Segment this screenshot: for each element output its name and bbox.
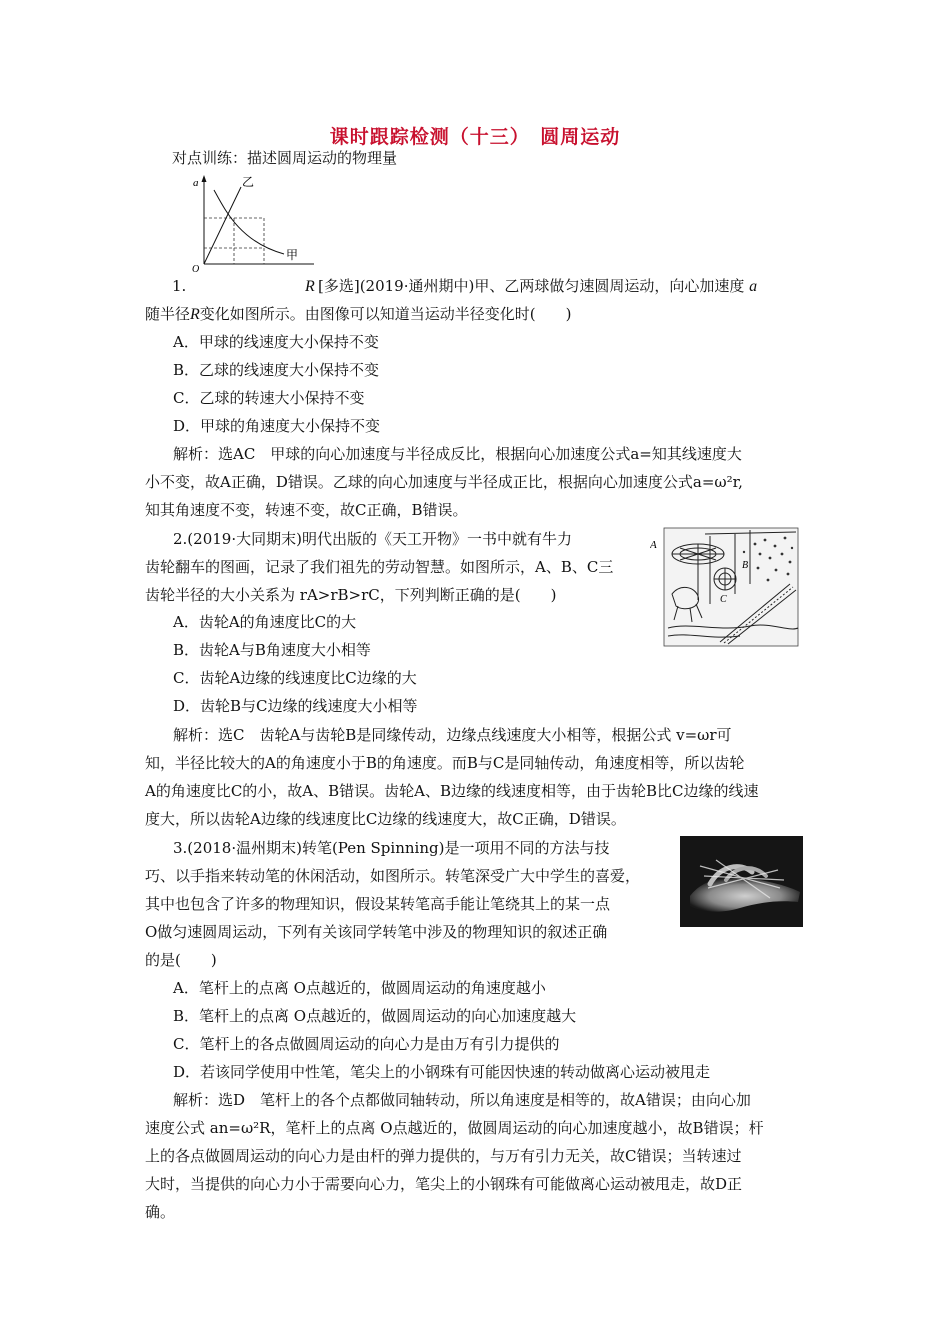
figure-pen-spinning-photo: [680, 836, 803, 927]
q2-analysis-line1: 解析：选C 齿轮A与齿轮B是同缘传动，边缘点线速度大小相等，根据公式 v=ωr可: [173, 726, 732, 744]
q1-analysis-line1: 解析：选AC 甲球的向心加速度与半径成反比，根据向心加速度公式a=知其线速度大: [173, 445, 742, 463]
q2-option-b: B．齿轮A与B角速度大小相等: [173, 641, 371, 659]
figure-a-vs-r-graph: [186, 172, 316, 272]
q2-stem-line3: 齿轮半径的大小关系为 rA>rB>rC，下列判断正确的是( ): [145, 586, 557, 604]
q3-option-a: A．笔杆上的点离 O点越近的，做圆周运动的角速度越小: [173, 979, 546, 997]
axis-y-label: a: [193, 177, 199, 189]
q1-option-a: A．甲球的线速度大小保持不变: [173, 333, 379, 351]
q3-stem-line1: 3.(2018·温州期末)转笔(Pen Spinning)是一项用不同的方法与技: [173, 839, 610, 857]
q2-analysis-line2: 知，半径比较大的A的角速度小于B的角速度。而B与C是同轴传动，角速度相等，所以齿轮: [145, 754, 745, 772]
q2-analysis-line3: A的角速度比C的小，故A、B错误。齿轮A、B边缘的线速度相等，由于齿轮B比C边缘的线速: [145, 782, 759, 800]
q3-analysis-line2: 速度公式 an=ω²R，笔杆上的点离 O点越近的，做圆周运动的向心加速度越小，故B错误；杆: [145, 1119, 764, 1137]
q3-stem-line4: O做匀速圆周运动，下列有关该同学转笔中涉及的物理知识的叙述正确: [145, 923, 608, 941]
q3-analysis-line3: 上的各点做圆周运动的向心力是由杆的弹力提供的，与万有引力无关，故C错误；当转速过: [145, 1147, 742, 1165]
q1-stem-line2: 随半径R变化如图所示。由图像可以知道当运动半径变化时( ): [145, 305, 572, 323]
figure-label-b: B: [742, 560, 749, 571]
q3-stem-line3: 其中也包含了许多的物理知识，假设某转笔高手能让笔绕其上的某一点: [145, 895, 611, 913]
q1-option-c: C．乙球的转速大小保持不变: [173, 389, 365, 407]
q1-number: 1.: [172, 277, 187, 295]
q3-option-c: C．笔杆上的各点做圆周运动的向心力是由万有引力提供的: [173, 1035, 560, 1053]
q3-option-d: D．若该同学使用中性笔，笔尖上的小钢珠有可能因快速的转动做离心运动被甩走: [173, 1063, 711, 1081]
q3-analysis-line5: 确。: [145, 1203, 176, 1221]
curve-jia-label: 甲: [286, 248, 299, 262]
q3-analysis-line1: 解析：选D 笔杆上的各个点都做同轴转动，所以角速度是相等的，故A错误；由向心加: [173, 1091, 751, 1109]
figure-ox-gear-waterwheel: [650, 524, 800, 648]
q2-stem-line2: 齿轮翻车的图画，记录了我们祖先的劳动智慧。如图所示，A、B、C三: [145, 558, 614, 576]
section-heading: 对点训练：描述圆周运动的物理量: [172, 149, 398, 167]
q1-stem-line1: [多选](2019·通州期中)甲、乙两球做匀速圆周运动，向心加速度 a: [318, 277, 758, 295]
page-title: 课时跟踪检测（十三） 圆周运动: [329, 126, 621, 148]
q3-stem-line2: 巧、以手指来转动笔的休闲活动，如图所示。转笔深受广大中学生的喜爱，: [145, 867, 641, 885]
q1-option-b: B．乙球的线速度大小保持不变: [173, 361, 380, 379]
q1-option-d: D．甲球的角速度大小保持不变: [173, 417, 381, 435]
figure-label-c: C: [720, 594, 727, 605]
curve-yi-line: [204, 187, 241, 264]
q3-stem-line5: 的是( ): [145, 951, 217, 969]
q2-stem-line1: 2.(2019·大同期末)明代出版的《天工开物》一书中就有牛力: [173, 530, 572, 548]
q1-analysis-line3: 知其角速度不变，转速不变，故C正确，B错误。: [145, 501, 468, 519]
q2-analysis-line4: 度大，所以齿轮A边缘的线速度比C边缘的线速度大，故C正确，D错误。: [145, 810, 626, 828]
q2-option-d: D．齿轮B与C边缘的线速度大小相等: [173, 697, 418, 715]
figure-label-a: A: [650, 539, 657, 551]
curve-yi-label: 乙: [242, 175, 255, 189]
origin-label: O: [192, 264, 200, 272]
q3-analysis-line4: 大时，当提供的向心力小于需要向心力，笔尖上的小钢珠有可能做离心运动被甩走，故D正: [145, 1175, 743, 1193]
y-axis-arrow: [202, 175, 207, 182]
q2-option-a: A．齿轮A的角速度比C的大: [173, 613, 357, 631]
q3-option-b: B．笔杆上的点离 O点越近的，做圆周运动的向心加速度越大: [173, 1007, 577, 1025]
q1-axis-x-label: R: [305, 278, 315, 295]
q2-option-c: C．齿轮A边缘的线速度比C边缘的大: [173, 669, 417, 687]
q1-analysis-line2: 小不变，故A正确，D错误。乙球的向心加速度与半径成正比，根据向心加速度公式a=ω²r,: [145, 473, 743, 491]
